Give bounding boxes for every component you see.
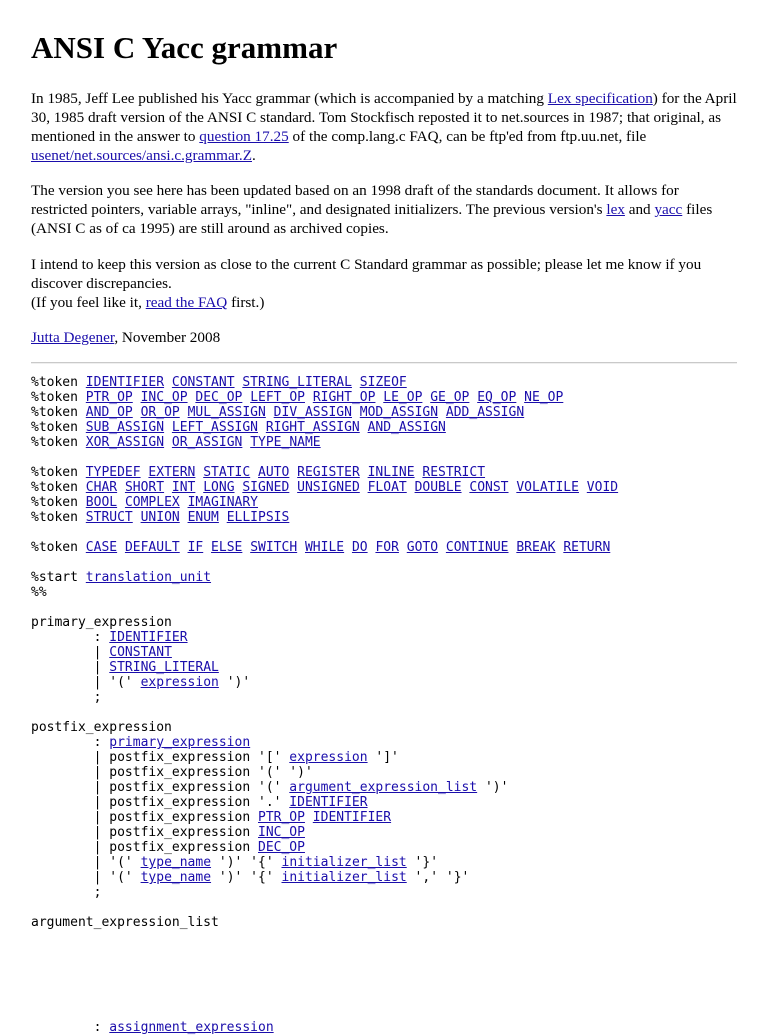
- token-link-switch[interactable]: SWITCH: [250, 540, 298, 555]
- code-text: [133, 390, 141, 405]
- token-link-float[interactable]: FLOAT: [367, 480, 407, 495]
- token-link-enum[interactable]: ENUM: [187, 510, 219, 525]
- token-keyword: %token: [31, 375, 86, 390]
- token-link-struct[interactable]: STRUCT: [85, 510, 133, 525]
- token-keyword: %token: [31, 390, 86, 405]
- token-link-div-assign[interactable]: DIV_ASSIGN: [273, 405, 352, 420]
- rule-separator: |: [31, 795, 110, 810]
- token-link-ptr-op[interactable]: PTR_OP: [85, 390, 133, 405]
- rule-text: '(': [109, 870, 141, 885]
- token-link-mod-assign[interactable]: MOD_ASSIGN: [359, 405, 439, 420]
- rule-separator: |: [31, 870, 110, 885]
- token-link-break[interactable]: BREAK: [516, 540, 556, 555]
- start-keyword: %start: [31, 570, 86, 585]
- intro-text-3: of the comp.lang.c FAQ, can be ftp'ed from ftp.uu.net, file: [288, 128, 647, 145]
- token-link-add-assign[interactable]: ADD_ASSIGN: [445, 405, 525, 420]
- signature-paragraph: [31, 328, 738, 347]
- symbol-link-inc-op[interactable]: INC_OP: [258, 825, 305, 840]
- code-text: [305, 390, 313, 405]
- symbol-link-initializer-list[interactable]: initializer_list: [281, 870, 407, 885]
- intro-paragraph: [31, 89, 738, 165]
- token-link-signed[interactable]: SIGNED: [242, 480, 290, 495]
- code-text: [203, 540, 211, 555]
- code-text: [242, 435, 250, 450]
- intro-text-2: ) for the April 30, 1985 draft version of the ANSI C standard. Tom Stockfisch reposted it to net.sources in 1987; that original, as mentioned in the answer to: [31, 90, 737, 145]
- code-text: [360, 420, 368, 435]
- token-link-type-name[interactable]: TYPE_NAME: [250, 435, 321, 450]
- code-text: [164, 375, 172, 390]
- code-text: [438, 540, 446, 555]
- token-link-else[interactable]: ELSE: [211, 540, 243, 555]
- lex-specification-link[interactable]: Lex specification: [547, 90, 653, 107]
- token-link-do[interactable]: DO: [351, 540, 368, 555]
- token-link-void[interactable]: VOID: [586, 480, 619, 495]
- code-text: [180, 495, 188, 510]
- token-link-or-assign[interactable]: OR_ASSIGN: [171, 435, 243, 450]
- token-keyword: %token: [31, 510, 86, 525]
- token-link-inline[interactable]: INLINE: [367, 465, 415, 480]
- rule-separator: |: [31, 780, 110, 795]
- code-text: [258, 420, 266, 435]
- code-text: [289, 480, 297, 495]
- rule-text: postfix_expression '(': [109, 780, 290, 795]
- lex-archive-link[interactable]: lex: [606, 201, 625, 218]
- symbol-link-argument-expression-list[interactable]: argument_expression_list: [289, 780, 478, 795]
- token-link-identifier[interactable]: IDENTIFIER: [85, 375, 165, 390]
- intro-text-1: In 1985, Jeff Lee published his Yacc grammar (which is accompanied by a matching: [31, 90, 548, 107]
- code-text: [164, 435, 172, 450]
- token-link-dec-op[interactable]: DEC_OP: [195, 390, 243, 405]
- rule-separator: |: [31, 765, 110, 780]
- intent-text-2: (If you feel like it,: [31, 294, 146, 311]
- token-link-typedef[interactable]: TYPEDEF: [85, 465, 141, 480]
- token-link-volatile[interactable]: VOLATILE: [516, 480, 579, 495]
- update-text-3: files (ANSI C as of ca 1995) are still around as archived copies.: [31, 201, 713, 237]
- code-text: [164, 480, 172, 495]
- rule-separator: :: [31, 735, 110, 750]
- token-link-case[interactable]: CASE: [85, 540, 118, 555]
- token-link-xor-assign[interactable]: XOR_ASSIGN: [85, 435, 165, 450]
- signature-date: , November 2008: [114, 329, 221, 346]
- rule-text: '(': [109, 855, 141, 870]
- yacc-archive-link[interactable]: yacc: [654, 201, 683, 218]
- token-link-right-op[interactable]: RIGHT_OP: [312, 390, 376, 405]
- token-keyword: %token: [31, 540, 86, 555]
- code-text: [242, 540, 250, 555]
- rule-separator: |: [31, 675, 110, 690]
- symbol-link-constant[interactable]: CONSTANT: [109, 645, 172, 660]
- code-text: [360, 465, 368, 480]
- rule-text: postfix_expression '.': [109, 795, 290, 810]
- symbol-link-primary-expression[interactable]: primary_expression: [109, 735, 251, 750]
- update-text-2: and: [624, 201, 655, 218]
- rule-name: argument_expression_list: [31, 915, 219, 930]
- token-link-char[interactable]: CHAR: [85, 480, 118, 495]
- rule-text: ')': [477, 780, 509, 795]
- token-link-if[interactable]: IF: [187, 540, 204, 555]
- code-text: [344, 540, 352, 555]
- token-link-int[interactable]: INT: [171, 480, 196, 495]
- rule-separator: |: [31, 810, 110, 825]
- rule-text: [305, 810, 313, 825]
- author-link[interactable]: Jutta Degener: [31, 329, 115, 346]
- rule-text: postfix_expression: [109, 810, 258, 825]
- token-link-bool[interactable]: BOOL: [85, 495, 118, 510]
- code-text: [117, 480, 125, 495]
- read-faq-link[interactable]: read the FAQ: [145, 294, 228, 311]
- code-text: [219, 510, 227, 525]
- code-text: [579, 480, 587, 495]
- token-link-constant[interactable]: CONSTANT: [171, 375, 235, 390]
- code-text: [180, 510, 188, 525]
- symbol-link-identifier[interactable]: IDENTIFIER: [109, 630, 188, 645]
- token-keyword: %token: [31, 405, 86, 420]
- token-link-for[interactable]: FOR: [375, 540, 399, 555]
- rule-text: postfix_expression '[': [109, 750, 290, 765]
- code-text: [352, 405, 360, 420]
- token-link-short[interactable]: SHORT: [124, 480, 165, 495]
- code-text: [117, 495, 125, 510]
- token-link-register[interactable]: REGISTER: [297, 465, 360, 480]
- rule-name: primary_expression: [31, 615, 172, 630]
- symbol-link-type-name[interactable]: type_name: [140, 855, 212, 870]
- token-link-ellipsis[interactable]: ELLIPSIS: [226, 510, 290, 525]
- symbol-link-initializer-list[interactable]: initializer_list: [281, 855, 407, 870]
- intent-paragraph: [31, 255, 738, 312]
- rule-separator: |: [31, 840, 110, 855]
- code-text: [407, 480, 415, 495]
- rule-text: ']': [367, 750, 399, 765]
- rule-separator: |: [31, 750, 110, 765]
- rule-text: ',' '}': [406, 870, 470, 885]
- token-link-left-assign[interactable]: LEFT_ASSIGN: [171, 420, 258, 435]
- token-keyword: %token: [31, 420, 86, 435]
- token-keyword: %token: [31, 435, 86, 450]
- token-link-default[interactable]: DEFAULT: [124, 540, 180, 555]
- token-link-double[interactable]: DOUBLE: [414, 480, 462, 495]
- token-keyword: %token: [31, 495, 86, 510]
- rule-text: ')' '{': [211, 855, 282, 870]
- rule-separator: |: [31, 855, 110, 870]
- token-link-mul-assign[interactable]: MUL_ASSIGN: [187, 405, 266, 420]
- token-link-extern[interactable]: EXTERN: [148, 465, 196, 480]
- symbol-link-expression[interactable]: expression: [289, 750, 368, 765]
- update-paragraph: [31, 181, 738, 238]
- page-title: ANSI C Yacc grammar: [31, 30, 338, 65]
- grammar-listing: [31, 375, 618, 1035]
- rule-text: postfix_expression '(' ')': [109, 765, 313, 780]
- code-text: [250, 465, 258, 480]
- rule-terminator: ;: [93, 885, 102, 900]
- code-text: [438, 405, 446, 420]
- token-link-sizeof[interactable]: SIZEOF: [359, 375, 407, 390]
- rule-separator: |: [31, 645, 110, 660]
- rule-text: ')' '{': [211, 870, 282, 885]
- code-text: [360, 480, 368, 495]
- section-separator: %%: [31, 585, 47, 600]
- code-text: [117, 540, 125, 555]
- code-text: [399, 540, 407, 555]
- rule-separator: |: [31, 825, 110, 840]
- symbol-link-ptr-op[interactable]: PTR_OP: [258, 810, 305, 825]
- code-text: [266, 405, 274, 420]
- token-link-static[interactable]: STATIC: [203, 465, 251, 480]
- code-text: [289, 465, 297, 480]
- token-link-and-op[interactable]: AND_OP: [85, 405, 133, 420]
- code-text: [164, 420, 172, 435]
- start-symbol-link[interactable]: translation_unit: [85, 570, 212, 585]
- token-link-auto[interactable]: AUTO: [258, 465, 290, 480]
- rule-name: postfix_expression: [31, 720, 172, 735]
- rule-terminator: ;: [93, 690, 102, 705]
- token-link-inc-op[interactable]: INC_OP: [140, 390, 188, 405]
- symbol-link-dec-op[interactable]: DEC_OP: [258, 840, 305, 855]
- code-text: [516, 390, 524, 405]
- code-text: [180, 405, 188, 420]
- symbol-link-expression[interactable]: expression: [140, 675, 219, 690]
- token-link-or-op[interactable]: OR_OP: [140, 405, 180, 420]
- rule-text: postfix_expression: [109, 825, 258, 840]
- symbol-link-identifier[interactable]: IDENTIFIER: [289, 795, 368, 810]
- rule-text: '(': [109, 675, 141, 690]
- symbol-link-assignment-expression[interactable]: assignment_expression: [109, 1020, 274, 1035]
- token-link-eq-op[interactable]: EQ_OP: [477, 390, 517, 405]
- token-link-while[interactable]: WHILE: [304, 540, 345, 555]
- token-link-restrict[interactable]: RESTRICT: [422, 465, 486, 480]
- token-link-sub-assign[interactable]: SUB_ASSIGN: [85, 420, 165, 435]
- symbol-link-type-name[interactable]: type_name: [140, 870, 212, 885]
- token-link-union[interactable]: UNION: [140, 510, 180, 525]
- token-link-and-assign[interactable]: AND_ASSIGN: [367, 420, 446, 435]
- intent-text-3: first.): [227, 294, 265, 311]
- code-text: [133, 510, 141, 525]
- horizontal-rule: [31, 362, 737, 364]
- rule-separator: |: [31, 660, 110, 675]
- token-link-complex[interactable]: COMPLEX: [124, 495, 180, 510]
- token-link-unsigned[interactable]: UNSIGNED: [297, 480, 360, 495]
- update-text-1: The version you see here has been updated based on an 1998 draft of the standards document. It allows for restricted pointers, variable arrays, "inline", and designated initializers. The previous version's: [31, 182, 679, 218]
- token-link-imaginary[interactable]: IMAGINARY: [187, 495, 259, 510]
- rule-text: postfix_expression: [109, 840, 258, 855]
- symbol-link-identifier[interactable]: IDENTIFIER: [312, 810, 392, 825]
- token-keyword: %token: [31, 480, 86, 495]
- token-link-return[interactable]: RETURN: [563, 540, 611, 555]
- code-text: [242, 390, 250, 405]
- code-text: [180, 540, 188, 555]
- rule-separator: :: [31, 630, 110, 645]
- token-link-left-op[interactable]: LEFT_OP: [250, 390, 305, 405]
- rule-text: ')': [218, 675, 251, 690]
- token-link-ne-op[interactable]: NE_OP: [524, 390, 564, 405]
- code-text: [133, 405, 141, 420]
- token-link-continue[interactable]: CONTINUE: [445, 540, 509, 555]
- grammar-file-link[interactable]: usenet/net.sources/ansi.c.grammar.Z: [31, 147, 252, 164]
- token-link-long[interactable]: LONG: [203, 480, 235, 495]
- rule-separator: :: [31, 1020, 110, 1035]
- token-link-const[interactable]: CONST: [469, 480, 509, 495]
- symbol-link-string-literal[interactable]: STRING_LITERAL: [109, 660, 219, 675]
- faq-question-link[interactable]: question 17.25: [199, 128, 289, 145]
- token-link-right-assign[interactable]: RIGHT_ASSIGN: [265, 420, 360, 435]
- code-text: [297, 540, 305, 555]
- code-text: [352, 375, 360, 390]
- token-link-goto[interactable]: GOTO: [406, 540, 439, 555]
- token-link-le-op[interactable]: LE_OP: [383, 390, 423, 405]
- intro-text-4: .: [252, 147, 256, 164]
- intent-text-1: I intend to keep this version as close to the current C Standard grammar as possible; please let me know if you discover discrepancies.: [31, 256, 702, 292]
- token-link-string-literal[interactable]: STRING_LITERAL: [242, 375, 352, 390]
- rule-text: '}': [406, 855, 439, 870]
- token-keyword: %token: [31, 465, 86, 480]
- token-link-ge-op[interactable]: GE_OP: [430, 390, 470, 405]
